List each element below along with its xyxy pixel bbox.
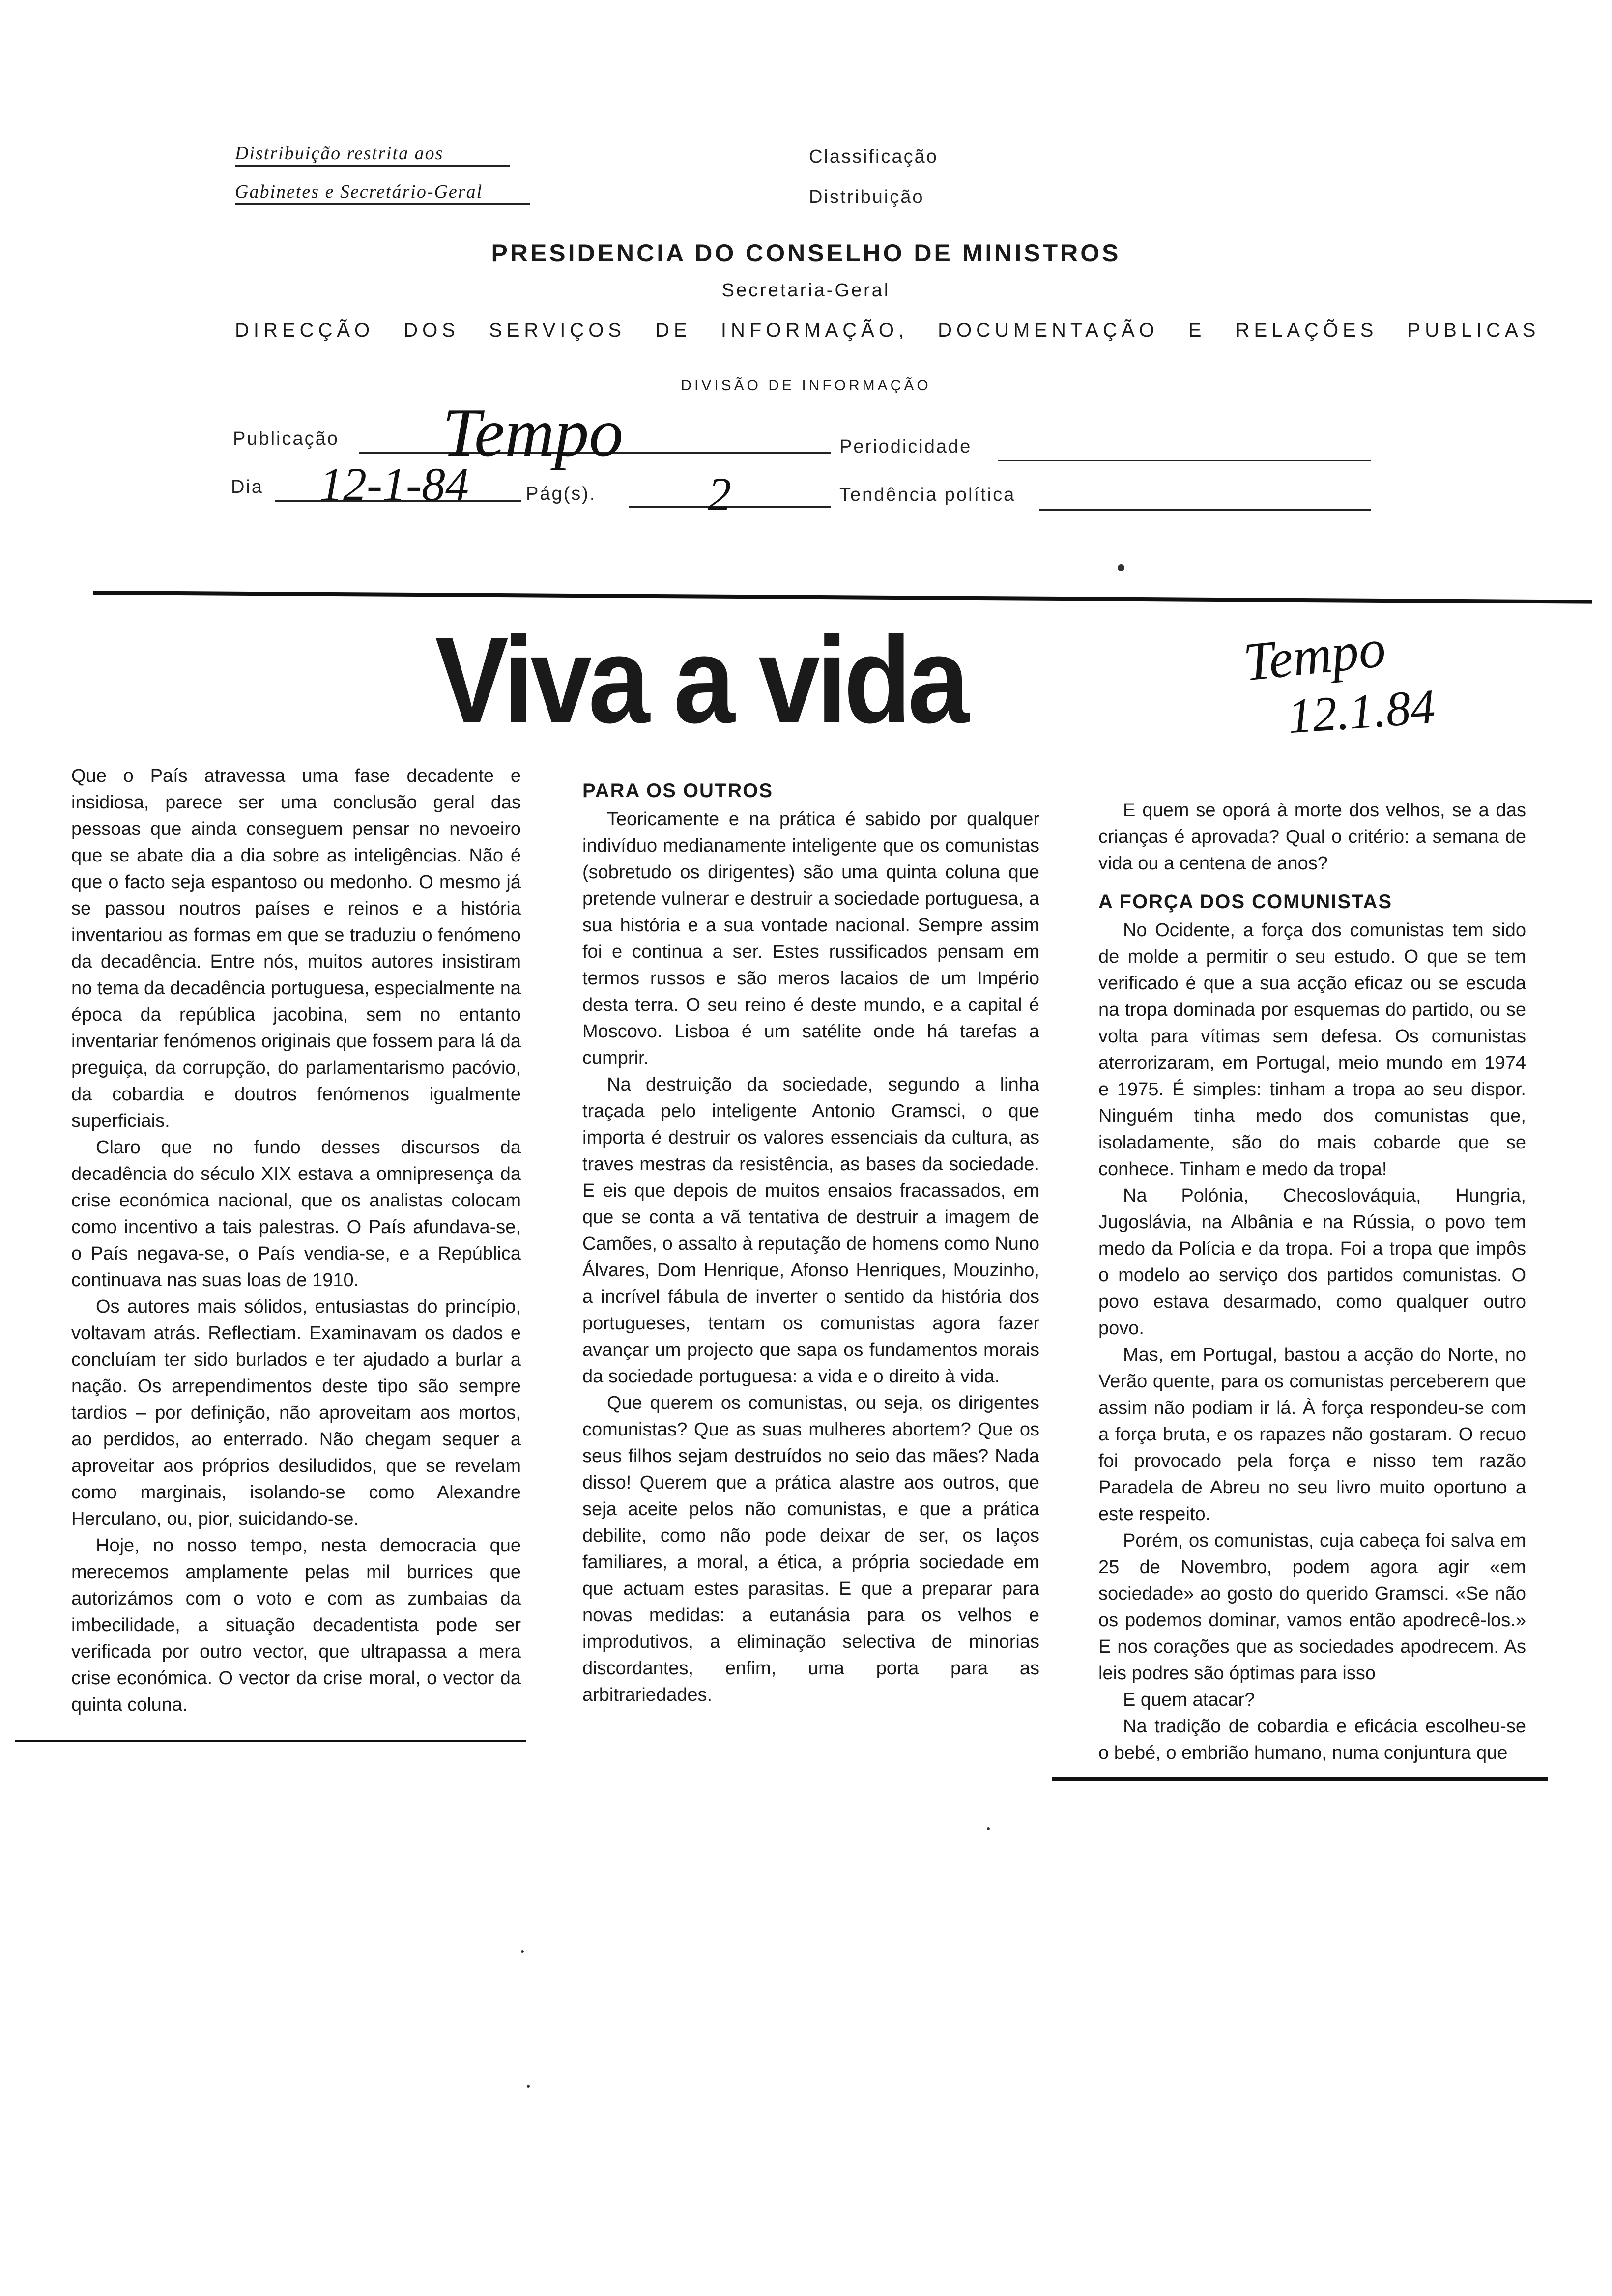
col1-paragraph: Hoje, no nosso tempo, nesta democracia que merecemos amplamente pelas mil burrices que autorizámos com o voto e com as zumbaias da imbecilidade, a situação decadentista pode ser verificada por outro vector, que ultrapassa a mera crise económica. O vector da crise moral, o vector da quinta coluna.	[71, 1535, 521, 1715]
col2-paragraph: Teoricamente e na prática é sabido por qualquer indivíduo medianamente inteligente que os comunistas (sobretudo os dirigentes) são uma quinta coluna que pretende vulnerar e destruir a sociedade portuguesa, a sua história e a sua vontade nacional. Sempre assim foi e continua a ser. Estes russificados pensam em termos russos e são meros lacaios de um Império desta terra. O seu reino é deste mundo, e a capital é Moscovo. Lisboa é um satélite onde há tarefas a cumprir.	[582, 809, 1039, 1068]
scan-speck	[521, 1950, 524, 1953]
political-tendency-label: Tendência política	[839, 485, 1016, 505]
col2-heading: PARA OS OUTROS	[582, 780, 774, 802]
day-handwritten-value: 12-1-84	[319, 458, 469, 511]
col1-paragraph: Que o País atravessa uma fase decadente e insidiosa, parece ser uma conclusão geral das pessoas que ainda conseguem pensar no nevoeiro que se abate dia a dia sobre as inteligências. Não é que o facto seja espantoso ou medonho. O mesmo já se passou noutros países e reinos e a história inventariou as formas em que se traduziu o fenómeno da decadência. Entre nós, muitos autores insistiram no tema da decadência portuguesa, especialmente na época da república jacobina, sem no entanto inventariar fenómenos originais que fossem para lá da preguiça, da corrupção, do parlamentarismo pacóvio, da cobardia e doutros fenómenos igualmente superficiais.	[71, 766, 521, 1131]
article-column-3	[1098, 797, 1526, 1766]
col3-paragraph: Na Polónia, Checoslováquia, Hungria, Jugoslávia, na Albânia e na Rússia, o povo tem medo da Polícia e da tropa. Foi a tropa que impôs o modelo ao serviço dos partidos comunistas. O povo estava desarmado, como qualquer outro povo.	[1098, 1185, 1526, 1339]
col2-paragraph: Que querem os comunistas, ou seja, os dirigentes comunistas? Que as suas mulheres abortem? Que os seus filhos sejam destruídos no seio das mães? Nada disso! Querem que a prática alastre aos outros, que seja aceite pelos não comunistas, e que a prática debilite, como não pode deixar de ser, os laços familiares, a moral, a ética, a própria sociedade em que actuam estes parasitas. E que a preparar para novas medidas: a eutanásia para os velhos e improdutivos, a eliminação selectiva de minorias discordantes, enfim, uma porta para as arbitrariedades.	[582, 1393, 1039, 1705]
pages-handwritten-value: 2	[708, 468, 731, 520]
institution-title: PRESIDENCIA DO CONSELHO DE MINISTROS	[491, 239, 1121, 267]
col3-paragraph: Porém, os comunistas, cuja cabeça foi salva em 25 de Novembro, podem agora agir «em sociedade» ao gosto do querido Gramsci. «Se não os podemos dominar, vamos então apodrecê-los.» E nos corações que as sociedades apodrecem. As leis podres são óptimas para isso	[1098, 1530, 1526, 1684]
periodicity-label: Periodicidade	[839, 436, 972, 457]
col3-intro: E quem se oporá à morte dos velhos, se a das crianças é aprovada? Qual o critério: a semana de vida ou a centena de anos?	[1098, 800, 1526, 874]
periodicity-field-line	[998, 460, 1371, 461]
col1-paragraph: Claro que no fundo desses discursos da decadência do século XIX estava a omnipresença da crise económica nacional, que os analistas colocam como incentivo a tais palestras. O País afundava-se, o País negava-se, o País vendia-se, e a República continuava nas suas loas de 1910.	[71, 1137, 521, 1291]
scan-speck	[987, 1827, 990, 1830]
col3-paragraph: No Ocidente, a força dos comunistas tem sido de molde a permitir o seu estudo. O que se tem verificado é que a sua acção eficaz ou se escuda na tropa dominada por esquemas do partido, ou se volta para vítimas sem defesa. Os comunistas aterrorizaram, em Portugal, meio mundo em 1974 e 1975. É simples: tinham a tropa ao seu dispor. Ninguém tinha medo dos comunistas que, isoladamente, são do mais cobarde que se conhece. Tinham e medo da tropa!	[1098, 920, 1526, 1179]
clipping-top-rule	[93, 591, 1592, 604]
secretariat-subtitle: Secretaria-Geral	[721, 280, 891, 301]
article-title: Viva a vida	[435, 611, 966, 748]
col3-paragraph: Na tradição de cobardia e eficácia escolheu-se o bebé, o embrião humano, numa conjuntura que	[1098, 1716, 1526, 1763]
column-3-bottom-rule	[1052, 1777, 1548, 1781]
political-tendency-field-line	[1039, 509, 1371, 511]
division-line: DIVISÃO DE INFORMAÇÃO	[681, 377, 931, 394]
directorate-line: DIRECÇÃO DOS SERVIÇOS DE INFORMAÇÃO, DOCUMENTAÇÃO E RELAÇÕES PUBLICAS	[235, 319, 1540, 341]
margin-note-publication: Tempo	[1240, 618, 1388, 692]
scan-speck	[527, 2085, 530, 2088]
classification-label: Classificação	[809, 146, 938, 167]
article-column-1	[71, 763, 521, 1718]
publication-label: Publicação	[233, 429, 339, 449]
publication-handwritten-value: Tempo	[442, 395, 624, 471]
column-1-bottom-rule	[15, 1740, 526, 1742]
distribution-restriction-line1: Distribuição restrita aos	[235, 143, 510, 167]
scan-speck	[1118, 564, 1124, 571]
col3-paragraph: E quem atacar?	[1123, 1690, 1255, 1710]
distribution-restriction-line2: Gabinetes e Secretário-Geral	[235, 181, 530, 205]
margin-note-date: 12.1.84	[1286, 679, 1437, 744]
col1-paragraph: Os autores mais sólidos, entusiastas do princípio, voltavam atrás. Reflectiam. Examinavam os dados e concluíam ter sido burlados e ter ajudado a burlar a nação. Os arrependimentos deste tipo são sempre tardios – por definição, não aproveitam aos mortos, ao perdidos, ao enterrado. Não chegam sequer a aproveitar aos próprios desiludidos, que se revelam como marginais, isolando-se como Alexandre Herculano, ou, pior, suicidando-se.	[71, 1296, 521, 1529]
col3-heading: A FORÇA DOS COMUNISTAS	[1098, 891, 1393, 913]
col2-paragraph: Na destruição da sociedade, segundo a linha traçada pelo inteligente Antonio Gramsci, o que importa é destruir os valores essenciais da cultura, as traves mestras da resistência, as bases da sociedade. E eis que depois de muitos ensaios fracassados, em que se conta a vã tentativa de destruir a imagem de Camões, o assalto à reputação de homens como Nuno Álvares, Dom Henrique, Afonso Henriques, Mouzinho, a incrível fábula de inverter o sentido da história dos portugueses, tentam os comunistas agora fazer avançar um projecto que sapa os fundamentos morais da sociedade portuguesa: a vida e o direito à vida.	[582, 1074, 1039, 1387]
col3-paragraph: Mas, em Portugal, bastou a acção do Norte, no Verão quente, para os comunistas perceberem que assim não podiam ir lá. À força respondeu-se com a força bruta, e os rapazes não gostaram. O recuo foi provocado pela força e nisso tem razão Paradela de Abreu no seu livro muito oportuno a este respeito.	[1098, 1345, 1526, 1524]
pages-label: Pág(s).	[526, 484, 597, 504]
article-column-2	[582, 777, 1039, 1708]
distribution-label: Distribuição	[809, 187, 924, 207]
day-label: Dia	[231, 477, 264, 497]
